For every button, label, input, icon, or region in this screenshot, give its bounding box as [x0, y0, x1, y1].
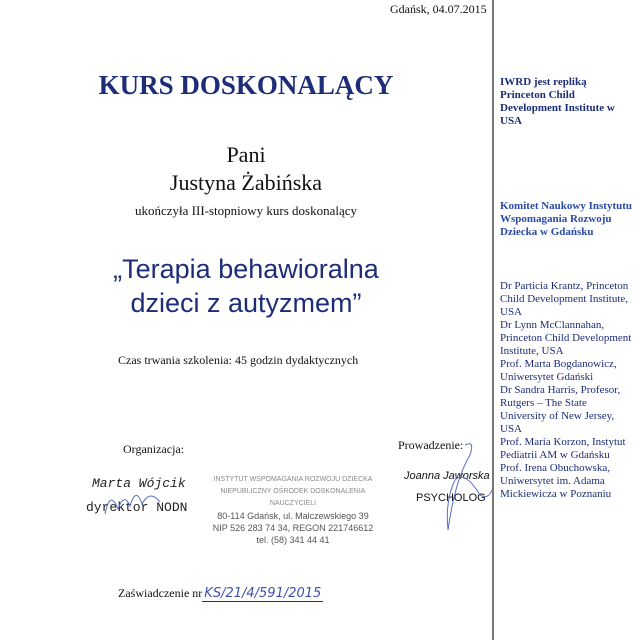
stamp-line: NIP 526 283 74 34, REGON 221746612 [212, 523, 374, 533]
organization-label: Organizacja: [123, 442, 185, 456]
committee-member: Dr Sandra Harris, Profesor, Rutgers – The State University of New Jersey, USA [500, 384, 621, 435]
lead-label: Prowadzenie: [398, 438, 464, 452]
organizer-role: dyrektor NODN [86, 500, 188, 515]
committee-member: Prof. Maria Korzon, Instytut Pediatrii AM w Gdańsku [500, 436, 626, 461]
stamp-line: INSTYTUT WSPOMAGANIA ROZWOJU DZIECKA [213, 476, 373, 483]
committee-member: Dr Particia Krantz, Princeton Child Development Institute, USA [500, 280, 629, 318]
course-title [0, 252, 492, 320]
committee-member: Prof. Marta Bogdanowicz, Uniwersytet Gdański [500, 358, 617, 383]
lead-signature [420, 440, 495, 535]
salutation: Pani [226, 142, 266, 167]
date: Gdańsk, 04.07.2015 [390, 2, 487, 16]
duration: Czas trwania szkolenia: 45 godzin dydaktycznych [118, 353, 359, 367]
committee-member: Dr Lynn McClannahan, Princeton Child Development Institute, USA [500, 319, 632, 357]
course-title-line: „Terapia behawioralna [113, 254, 379, 284]
certificate-number-row [118, 586, 323, 601]
completion-text: ukończyła III-stopniowy kurs doskonalący [134, 203, 358, 218]
committee-members [500, 280, 635, 501]
recipient-name: Justyna Żabińska [169, 170, 323, 195]
organizer-name: Marta Wójcik [92, 476, 186, 491]
lead-role: PSYCHOLOG [416, 492, 486, 504]
certificate-label: Zaświadczenie nr [118, 586, 203, 600]
certificate-title: KURS DOSKONALĄCY [98, 70, 394, 100]
lead-name: Joanna Jaworska [404, 470, 490, 482]
organizer-signature [100, 484, 170, 524]
course-title-line: dzieci z autyzmem” [130, 288, 362, 318]
sidebar-committee: Komitet Naukowy Instytutu Wspomagania Rozwoju Dziecka w Gdańsku [500, 200, 633, 238]
stamp-line: 80-114 Gdańsk, ul. Malczewskiego 39 [217, 511, 369, 521]
stamp-line: tel. (58) 341 44 41 [256, 535, 330, 545]
stamp-line: NIEPUBLICZNY OŚRODEK DOSKONALENIA NAUCZYCIELI [220, 488, 366, 507]
committee-member: Prof. Irena Obuchowska, Uniwersytet im. Adama Mickiewicza w Poznaniu [500, 462, 612, 500]
institute-stamp [208, 474, 378, 546]
sidebar-replica: IWRD jest repliką Princeton Child Development Institute w USA [500, 76, 615, 127]
certificate-number: KS/21/4/591/2015 [204, 586, 322, 601]
divider [492, 0, 494, 640]
